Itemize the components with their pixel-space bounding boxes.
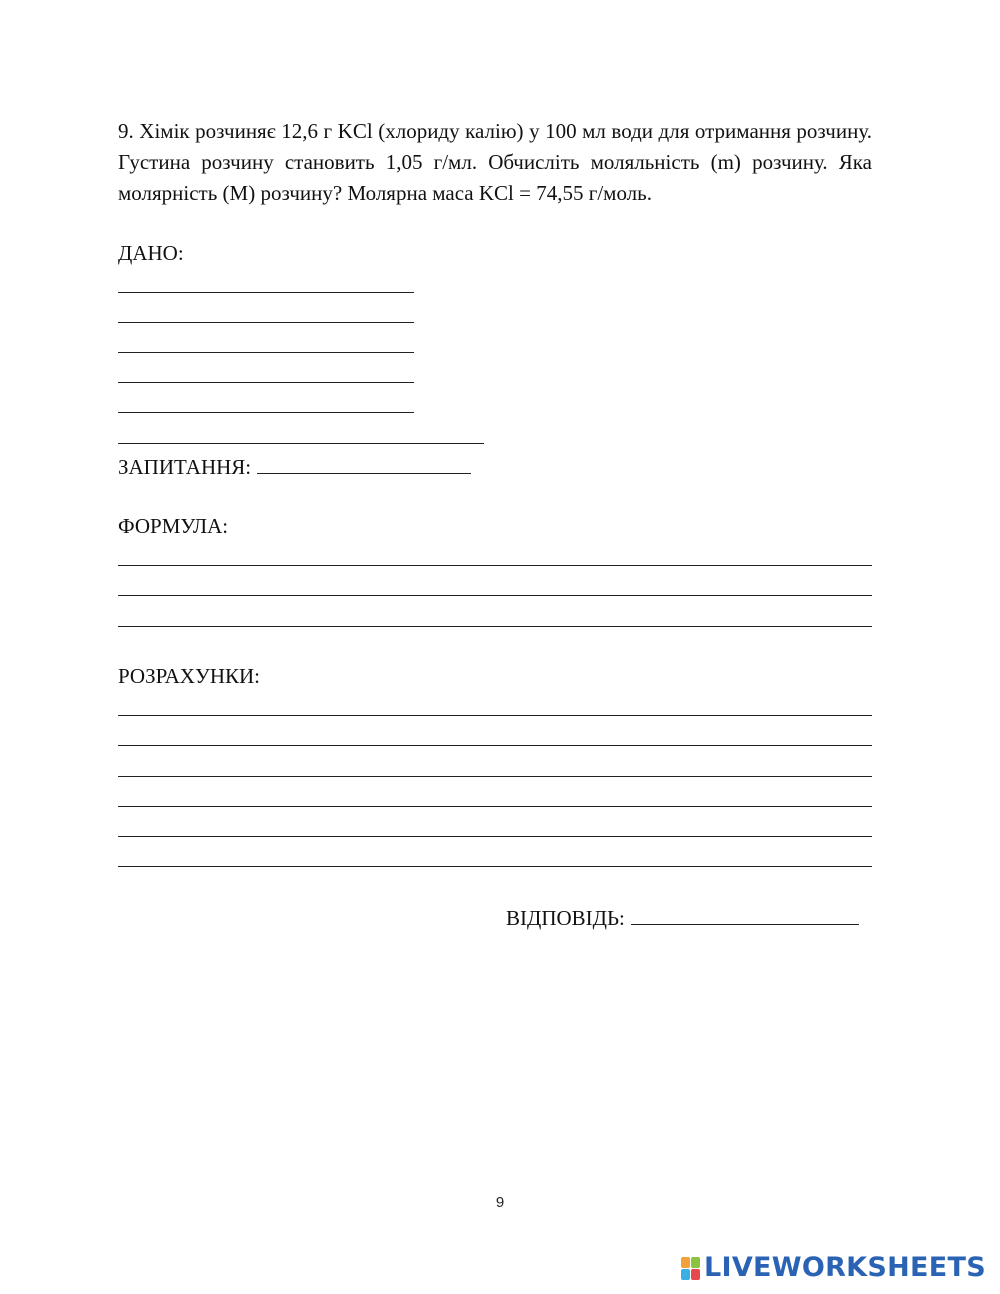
calculations-line-2[interactable] [118, 745, 872, 746]
given-line-2[interactable] [118, 322, 414, 323]
calculations-line-3[interactable] [118, 776, 872, 777]
calculations-label: РОЗРАХУНКИ: [118, 664, 260, 688]
formula-label: ФОРМУЛА: [118, 514, 229, 538]
page-number: 9 [495, 1194, 505, 1211]
logo-tile-1 [681, 1257, 690, 1268]
logo-tile-3 [681, 1269, 690, 1280]
formula-line-2[interactable] [118, 595, 872, 596]
answer-line[interactable] [631, 904, 859, 925]
logo-tile-2 [691, 1257, 700, 1268]
formula-line-3[interactable] [118, 626, 872, 627]
calculations-line-6[interactable] [118, 866, 872, 867]
given-line-5[interactable] [118, 412, 414, 413]
given-separator-line [118, 443, 484, 444]
calculations-line-4[interactable] [118, 806, 872, 807]
question-answer-line[interactable] [257, 453, 471, 474]
given-label: ДАНО: [118, 241, 184, 265]
question-label: ЗАПИТАННЯ: [118, 455, 252, 479]
given-line-4[interactable] [118, 382, 414, 383]
answer-label: ВІДПОВІДЬ: [506, 906, 625, 930]
question-row [118, 453, 471, 480]
liveworksheets-logo [681, 1252, 986, 1284]
given-line-3[interactable] [118, 352, 414, 353]
calculations-line-5[interactable] [118, 836, 872, 837]
liveworksheets-logo-icon [681, 1257, 700, 1280]
problem-statement: 9. Хімік розчиняє 12,6 г KCl (хлориду калію) у 100 мл води для отримання розчину. Густина розчину становить 1,05 г/мл. Обчисліть моляльність (m) розчину. Яка молярність (M) розчину? Молярна маса KCl = 74,55 г/моль. [118, 119, 872, 205]
logo-tile-4 [691, 1269, 700, 1280]
answer-row [506, 904, 859, 931]
calculations-line-1[interactable] [118, 715, 872, 716]
formula-line-1[interactable] [118, 565, 872, 566]
given-line-1[interactable] [118, 292, 414, 293]
logo-text: LIVEWORKSHEETS [703, 1252, 986, 1283]
